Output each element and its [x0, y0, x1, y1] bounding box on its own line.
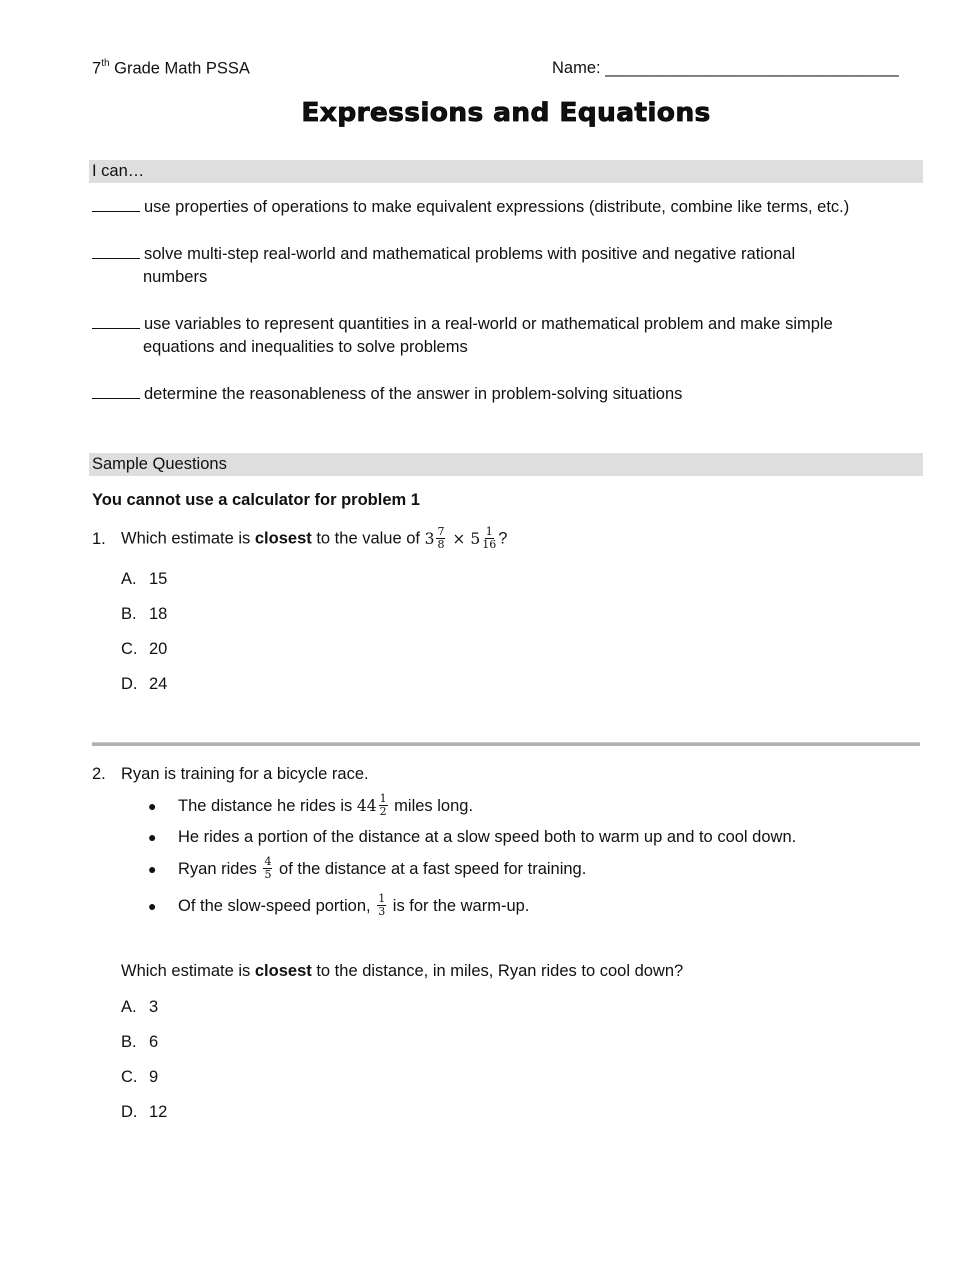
bullet-icon: ● [148, 797, 157, 814]
goal-checkbox-blank[interactable] [92, 196, 140, 212]
goal-item: use properties of operations to make equivalent expressions (distribute, combine like terms, etc.) [92, 196, 922, 219]
question-number: 2. [92, 765, 106, 783]
goal-checkbox-blank[interactable] [92, 313, 140, 329]
sample-questions-heading: Sample Questions [89, 453, 923, 476]
bullet-item: ● He rides a portion of the distance at a slow speed both to warm up and to cool down. [148, 828, 797, 846]
bullet-item: ● Ryan rides $\frac{4}{5}$ of the distance at a fast speed for training. [148, 855, 587, 881]
name-label: Name: [552, 59, 601, 77]
question-1-stem: 1. Which estimate is closest to the value of 3 $\frac{7}{8}$ × 5 $\frac{1}{16}$ ? [92, 525, 508, 551]
grade-suffix: th [101, 58, 110, 69]
calculator-note: You cannot use a calculator for problem 1 [92, 491, 420, 509]
course-name: Grade Math PSSA [109, 59, 250, 78]
grade-number: 7 [92, 59, 102, 78]
name-blank[interactable]: ________________________________ [605, 59, 899, 77]
answer-option[interactable]: B. 18 [121, 605, 168, 623]
page-title: Expressions and Equations [301, 98, 711, 128]
answer-option[interactable]: D. 12 [121, 1103, 168, 1121]
answer-option[interactable]: A. 15 [121, 570, 168, 588]
goal-item: solve multi-step real-world and mathematical problems with positive and negative rational numbers [92, 243, 922, 289]
goal-item: determine the reasonableness of the answer in problem-solving situations [92, 383, 922, 406]
goal-checkbox-blank[interactable] [92, 383, 140, 399]
answer-option[interactable]: C. 9 [121, 1068, 159, 1086]
answer-option[interactable]: B. 6 [121, 1033, 159, 1051]
answer-option[interactable]: C. 20 [121, 640, 168, 658]
answer-option[interactable]: A. 3 [121, 998, 159, 1016]
section-divider [92, 742, 920, 746]
answer-option[interactable]: D. 24 [121, 675, 168, 693]
question-2-intro: 2. Ryan is training for a bicycle race. [92, 763, 369, 786]
question-2-stem: Which estimate is closest to the distance, in miles, Ryan rides to cool down? [121, 962, 684, 980]
goal-checkbox-blank[interactable] [92, 243, 140, 259]
i-can-heading: I can… [89, 160, 923, 183]
course-header [92, 59, 250, 79]
question-number: 1. [92, 529, 106, 548]
mixed-number-expression: 3 $\frac{7}{8}$ × 5 $\frac{1}{16}$ [424, 525, 497, 551]
bullet-icon: ● [148, 860, 157, 877]
bullet-item: ● Of the slow-speed portion, $\frac{1}{3}$ is for the warm-up. [148, 892, 530, 918]
bullet-icon: ● [148, 829, 157, 845]
bullet-icon: ● [148, 897, 157, 914]
goal-item: use variables to represent quantities in a real-world or mathematical problem and make simple equations and inequalities to solve problems [92, 313, 922, 359]
name-field[interactable] [552, 59, 899, 78]
bullet-item: ● The distance he rides is 44 $\frac{1}{2}$ miles long. [148, 792, 474, 818]
